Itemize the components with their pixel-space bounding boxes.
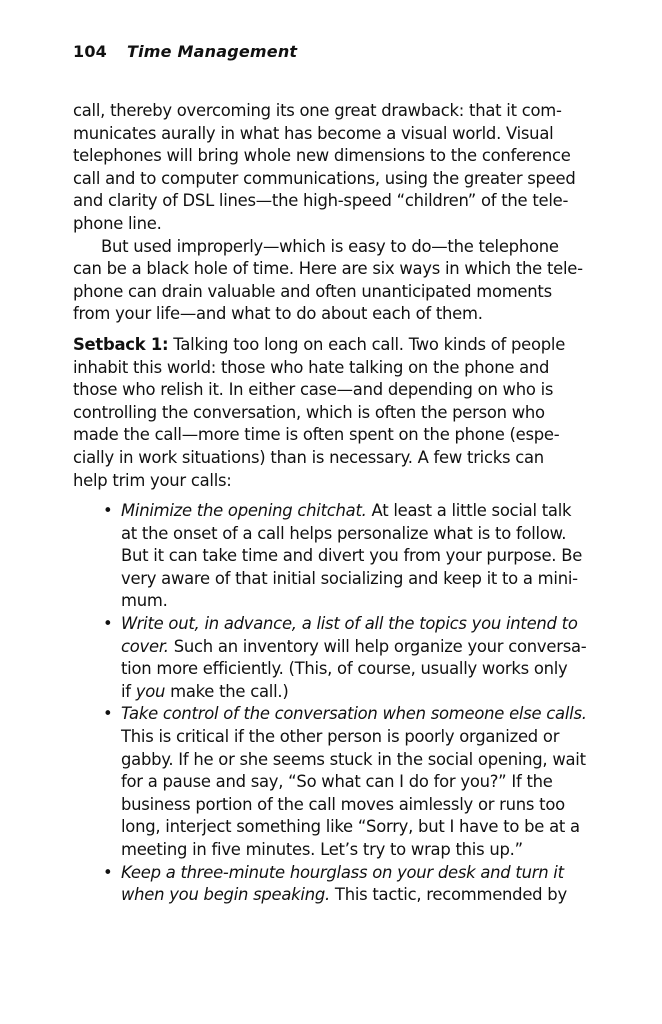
body-text [73,100,593,907]
tip-title: Take control of the conversation when someone else calls. [121,704,587,724]
text-line: phone can drain valuable and often unanticipated moments [73,281,552,301]
bullet-icon: • [103,614,113,634]
text-line: those who relish it. In either case—and depending on who is [73,380,554,400]
list-item [103,613,593,636]
bullet-icon: • [103,501,113,521]
emphasis: you [135,681,166,701]
running-head [73,42,297,61]
tip-text: This tactic, recommended by [329,885,567,905]
tip-text: At least a little social talk [366,501,572,521]
list-item [103,500,593,523]
text-line: at the onset of a call helps personalize what is to follow. [121,523,567,543]
text-line: for a pause and say, “So what can I do for you?” If the [121,772,553,792]
chapter-title: Time Management [127,42,298,61]
text-line: This is critical if the other person is poorly organized or [121,727,560,747]
text-line: cially in work situations) than is necessary. A few tricks can [73,447,544,467]
text-line [103,884,593,907]
text-line: help trim your calls: [73,470,232,490]
bullet-icon: • [103,704,113,724]
text-line: But it can take time and divert you from your purpose. Be [121,546,583,566]
text-line: call, thereby overcoming its one great drawback: that it com- [73,101,562,120]
list-item [103,862,593,885]
tip-title: when you begin speaking. [121,885,330,905]
text-line: inhabit this world: those who hate talking on the phone and [73,357,550,377]
text-line: can be a black hole of time. Here are six ways in which the tele- [73,259,583,279]
setback-text: Talking too long on each call. Two kinds of people [168,334,566,354]
text-line: mum. [121,591,168,611]
text-line [103,636,593,659]
text-line: very aware of that initial socializing and keep it to a mini- [121,568,578,588]
text-line: phone line. [73,213,162,233]
text-line: from your life—and what to do about each of them. [73,304,483,324]
bullet-icon: • [103,862,113,882]
text-line: municates aurally in what has become a visual world. Visual [73,123,554,143]
text-line: and clarity of DSL lines—the high-speed “children” of the tele- [73,191,569,211]
text-line: telephones will bring whole new dimensions to the conference [73,146,571,166]
setback-heading-line [73,334,593,357]
text-line [103,681,593,704]
text-line: tion more efficiently. (This, of course, usually works only [121,659,568,679]
page-number: 104 [73,42,107,61]
tip-text: make the call.) [165,681,289,701]
text-line: made the call—more time is often spent on the phone (espe- [73,425,560,445]
tip-title: Write out, in advance, a list of all the topics you intend to [121,614,578,634]
text-line: business portion of the call moves aimlessly or runs too [121,794,565,814]
list-item [103,703,593,726]
tip-title: Minimize the opening chitchat. [121,501,367,521]
text-line: meeting in five minutes. Let’s try to wrap this up.” [121,840,523,859]
tip-title: cover. [121,636,169,656]
tip-text: Such an inventory will help organize your conversa- [168,636,587,656]
text-line: But used improperly—which is easy to do—the telephone [101,236,559,256]
tips-list [103,500,593,907]
tip-text: if [121,681,136,701]
text-line: controlling the conversation, which is often the person who [73,402,545,422]
setback-label: Setback 1: [73,334,169,354]
text-line: call and to computer communications, using the greater speed [73,168,576,188]
tip-title: Keep a three-minute hourglass on your desk and turn it [121,862,564,882]
text-line: long, interject something like “Sorry, but I have to be at a [121,817,580,837]
text-line: gabby. If he or she seems stuck in the social opening, wait [121,749,586,769]
